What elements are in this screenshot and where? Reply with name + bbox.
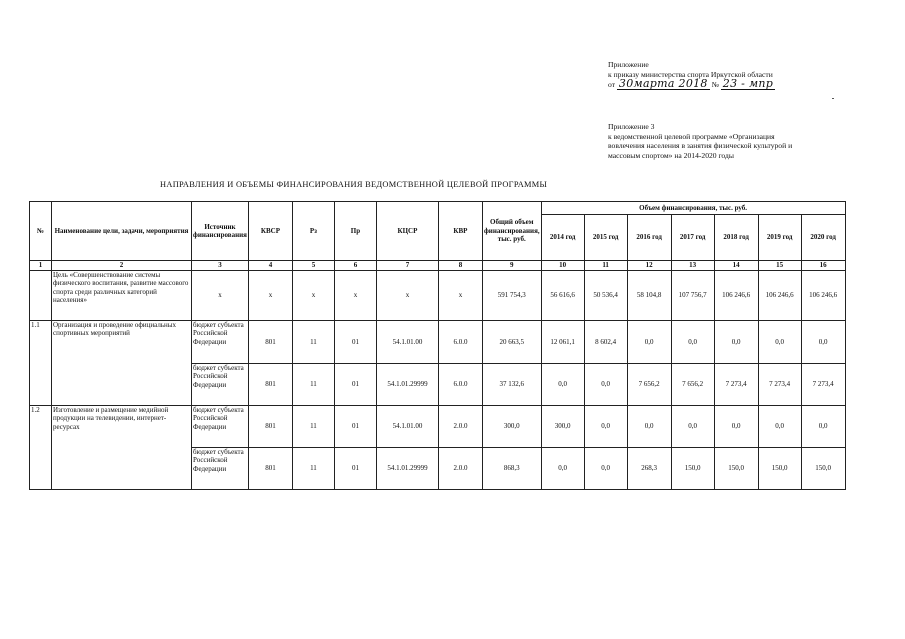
row-year-value: 0,0 — [627, 321, 671, 364]
column-number: 2 — [52, 261, 192, 271]
row-rz: 11 — [292, 448, 334, 490]
goal-kcsr: х — [376, 271, 438, 321]
goal-year-value: 106 246,6 — [758, 271, 801, 321]
row-year-value: 7 273,4 — [714, 364, 758, 406]
row-total: 20 663,5 — [482, 321, 541, 364]
column-number: 10 — [541, 261, 584, 271]
column-number: 13 — [671, 261, 714, 271]
row-rz: 11 — [292, 364, 334, 406]
col-rz-header: Рз — [292, 202, 334, 261]
col-kvr-header: КВР — [438, 202, 482, 261]
number-label: № — [711, 80, 719, 90]
appendix-label: Приложение — [608, 60, 649, 69]
goal-year-value: 58 104,8 — [627, 271, 671, 321]
goal-kvr: х — [438, 271, 482, 321]
row-year-value: 0,0 — [671, 406, 714, 448]
column-number: 3 — [192, 261, 249, 271]
row-kvr: 2.0.0 — [438, 406, 482, 448]
row-source: бюджет субъекта Российской Федерации — [192, 406, 249, 448]
table-row — [30, 321, 846, 364]
table-body — [30, 271, 846, 490]
row-year-value: 0,0 — [714, 321, 758, 364]
row-total: 300,0 — [482, 406, 541, 448]
goal-rz: х — [292, 271, 334, 321]
appendix3-line3: вовлечения населения в занятия физической культурой и — [608, 141, 793, 151]
goal-year-value: 56 616,6 — [541, 271, 584, 321]
row-kvsr: 801 — [248, 448, 292, 490]
volume-header: Объем финансирования, тыс. руб. — [541, 202, 845, 215]
column-number: 4 — [248, 261, 292, 271]
column-number-row — [30, 261, 846, 271]
row-year-value: 0,0 — [541, 448, 584, 490]
goal-pr: х — [334, 271, 376, 321]
column-number: 8 — [438, 261, 482, 271]
row-year-value: 7 273,4 — [758, 364, 801, 406]
col-kcsr-header: КЦСР — [376, 202, 438, 261]
row-year-value: 300,0 — [541, 406, 584, 448]
row-total: 868,3 — [482, 448, 541, 490]
year-header: 2016 год — [627, 215, 671, 261]
row-pr: 01 — [334, 448, 376, 490]
row-year-value: 0,0 — [714, 406, 758, 448]
row-year-value: 0,0 — [801, 321, 845, 364]
goal-name: Цель «Совершенствование системы физического воспитания, развитие массового спорта среди различных категорий населения» — [52, 271, 192, 321]
column-number: 15 — [758, 261, 801, 271]
row-kvsr: 801 — [248, 364, 292, 406]
row-rz: 11 — [292, 321, 334, 364]
row-year-value: 150,0 — [801, 448, 845, 490]
table-row — [30, 406, 846, 448]
goal-row — [30, 271, 846, 321]
from-label: от — [608, 80, 616, 90]
appendix-order: к приказу министерства спорта Иркутской области — [608, 69, 773, 79]
goal-year-value: 50 536,4 — [584, 271, 627, 321]
row-kvr: 6.0.0 — [438, 364, 482, 406]
row-year-value: 12 061,1 — [541, 321, 584, 364]
row-kvsr: 801 — [248, 321, 292, 364]
goal-year-value: 106 246,6 — [801, 271, 845, 321]
col-kvsr-header: КВСР — [248, 202, 292, 261]
year-header: 2018 год — [714, 215, 758, 261]
appendix3-label: Приложение 3 — [608, 122, 655, 131]
year-header: 2017 год — [671, 215, 714, 261]
goal-year-value: 106 246,6 — [714, 271, 758, 321]
row-year-value: 7 656,2 — [627, 364, 671, 406]
row-source: бюджет субъекта Российской Федерации — [192, 364, 249, 406]
scan-speck — [832, 98, 834, 99]
appendix3-header — [608, 122, 848, 160]
row-source: бюджет субъекта Российской Федерации — [192, 321, 249, 364]
col-source-header: Источник финансирования — [192, 202, 249, 261]
col-total-header: Общий объем финансирования, тыс. руб. — [482, 202, 541, 261]
row-kcsr: 54.1.01.29999 — [376, 448, 438, 490]
row-year-value: 7 273,4 — [801, 364, 845, 406]
year-header: 2015 год — [584, 215, 627, 261]
column-number: 1 — [30, 261, 52, 271]
column-number: 14 — [714, 261, 758, 271]
column-number: 7 — [376, 261, 438, 271]
row-year-value: 0,0 — [671, 321, 714, 364]
column-number: 5 — [292, 261, 334, 271]
appendix-date-line — [608, 79, 868, 90]
financing-table — [29, 201, 846, 490]
row-kvr: 6.0.0 — [438, 321, 482, 364]
col-name-header: Наименование цели, задачи, мероприятия — [52, 202, 192, 261]
item-num: 1.2 — [30, 406, 52, 490]
row-pr: 01 — [334, 364, 376, 406]
row-pr: 01 — [334, 321, 376, 364]
column-number: 6 — [334, 261, 376, 271]
row-year-value: 0,0 — [584, 448, 627, 490]
row-total: 37 132,6 — [482, 364, 541, 406]
goal-total: 591 754,3 — [482, 271, 541, 321]
document-title: НАПРАВЛЕНИЯ И ОБЪЕМЫ ФИНАНСИРОВАНИЯ ВЕДОМСТВЕННОЙ ЦЕЛЕВОЙ ПРОГРАММЫ — [160, 180, 548, 189]
row-kcsr: 54.1.01.00 — [376, 406, 438, 448]
col-num-header: № — [30, 202, 52, 261]
row-rz: 11 — [292, 406, 334, 448]
year-header: 2019 год — [758, 215, 801, 261]
row-year-value: 150,0 — [714, 448, 758, 490]
row-kcsr: 54.1.01.29999 — [376, 364, 438, 406]
column-number: 9 — [482, 261, 541, 271]
item-num: 1.1 — [30, 321, 52, 406]
column-number: 16 — [801, 261, 845, 271]
column-number: 11 — [584, 261, 627, 271]
row-year-value: 0,0 — [541, 364, 584, 406]
handwritten-number: 23 - мпр — [722, 77, 774, 91]
row-kvsr: 801 — [248, 406, 292, 448]
goal-year-value: 107 756,7 — [671, 271, 714, 321]
row-year-value: 268,3 — [627, 448, 671, 490]
row-year-value: 150,0 — [671, 448, 714, 490]
row-year-value: 8 602,4 — [584, 321, 627, 364]
row-year-value: 7 656,2 — [671, 364, 714, 406]
row-source: бюджет субъекта Российской Федерации — [192, 448, 249, 490]
goal-source: х — [192, 271, 249, 321]
goal-num-cell — [30, 271, 52, 321]
row-year-value: 150,0 — [758, 448, 801, 490]
column-number: 12 — [627, 261, 671, 271]
appendix3-line2: к ведомственной целевой программе «Организация — [608, 131, 775, 141]
row-year-value: 0,0 — [758, 321, 801, 364]
item-name: Организация и проведение официальных спортивных мероприятий — [52, 321, 192, 406]
row-kcsr: 54.1.01.00 — [376, 321, 438, 364]
row-year-value: 0,0 — [584, 406, 627, 448]
year-header: 2020 год — [801, 215, 845, 261]
row-kvr: 2.0.0 — [438, 448, 482, 490]
item-name: Изготовление и размещение медийной продукции на телевидении, интернет-ресурсах — [52, 406, 192, 490]
row-year-value: 0,0 — [584, 364, 627, 406]
col-pr-header: Пр — [334, 202, 376, 261]
year-header: 2014 год — [541, 215, 584, 261]
row-year-value: 0,0 — [801, 406, 845, 448]
goal-kvsr: х — [248, 271, 292, 321]
appendix3-line4: массовым спортом» на 2014-2020 годы — [608, 150, 734, 160]
row-year-value: 0,0 — [627, 406, 671, 448]
appendix-header — [608, 60, 868, 90]
row-year-value: 0,0 — [758, 406, 801, 448]
row-pr: 01 — [334, 406, 376, 448]
handwritten-date: 30марта 2018 — [618, 77, 708, 91]
